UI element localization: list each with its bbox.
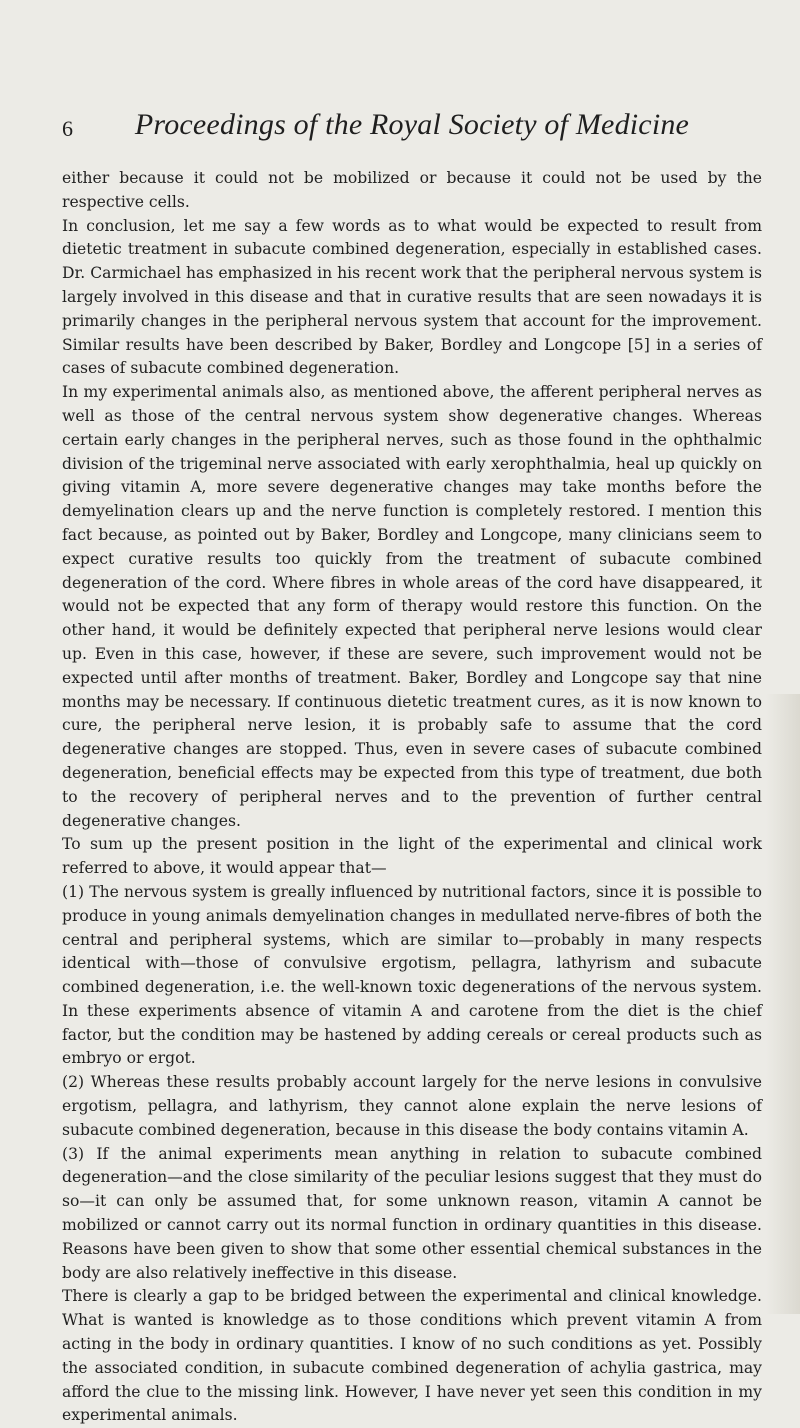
paragraph-point-3: (3) If the animal experiments mean anything in relation to subacute combined degeneration—and the close similarity of the peculiar lesions suggest that they must do so—it can only be assumed that, for some unknown reason, vitamin A cannot be mobilized or cannot carry out its normal function in ordinary quantities in this disease. Reasons have been given to show that some other essential chemical substances in the body are also relatively ineffective in this disease.	[62, 1144, 762, 1282]
page-header	[62, 108, 762, 148]
paragraph-sum-up: To sum up the present position in the light of the experimental and clinical work referred to above, it would appear that—	[62, 835, 762, 878]
paragraph-continuation: either because it could not be mobilized or because it could not be used by the respective cells.	[62, 169, 762, 211]
paragraph-conclusion: In conclusion, let me say a few words as to what would be expected to result from dietetic treatment in subacute combined degeneration, especially in established cases. Dr. Carmichael has emphasized in his recent work that the peripheral nervous system is largely involved in this disease and that in curative results that are seen nowadays it is primarily changes in the peripheral nervous system that account for the improvement. Similar results have been described by Baker, Bordley and Longcope [5] in a series of cases of subacute combined degeneration.	[62, 216, 762, 378]
paragraph-experimental-animals: In my experimental animals also, as mentioned above, the afferent peripheral nerves as well as those of the central nervous system show degenerative changes. Whereas certain early changes in the peripheral nerves, such as those found in the ophthalmic division of the trigeminal nerve associated with early xerophthalmia, heal up quickly on giving vitamin A, more severe degenerative changes may take months before the demyelination clears up and the nerve function is completely restored. I mention this fact because, as pointed out by Baker, Bordley and Longcope, many clinicians seem to expect curative results too quickly from the treatment of subacute combined degeneration of the cord. Where fibres in whole areas of the cord have disappeared, it would not be expected that any form of therapy would restore this function. On the other hand, it would be definitely expected that peripheral nerve lesions would clear up. Even in this case, however, if these are severe, such improvement would not be expected until after months of treatment. Baker, Bordley and Longcope say that nine months may be necessary. If continuous dietetic treatment cures, as it is now known to cure, the peripheral nerve lesion, it is probably safe to assume that the cord degenerative changes are stopped. Thus, even in severe cases of subacute combined degeneration, beneficial effects may be expected from this type of treatment, due both to the recovery of peripheral nerves and to the prevention of further central degenerative changes.	[62, 383, 762, 830]
paragraph-point-2: (2) Whereas these results probably account largely for the nerve lesions in convulsive ergotism, pellagra, and lathyrism, they cannot alone explain the nerve lesions of subacute combined degeneration, because in this disease the body contains vitamin A.	[62, 1073, 762, 1139]
paragraph-point-1: (1) The nervous system is greally influenced by nutritional factors, since it is possible to produce in young animals demyelination changes in medullated nerve-fibres of both the central and peripheral systems, which are similar to—probably in many respects identical with—those of convulsive ergotism, pellagra, lathyrism and subacute combined degeneration, i.e. the well-known toxic degenerations of the nervous system. In these experiments absence of vitamin A and carotene from the diet is the chief factor, but the condition may be hastened by adding cereals or cereal products such as embryo or ergot.	[62, 882, 762, 1068]
running-title: Proceedings of the Royal Society of Medicine	[134, 108, 690, 141]
article-body	[62, 167, 762, 1428]
paragraph-closing: There is clearly a gap to be bridged between the experimental and clinical knowledge. What is wanted is knowledge as to those conditions which prevent vitamin A from acting in the body in ordinary quantities. I know of no such conditions as yet. Possibly the associated condition, in subacute combined degeneration of achylia gastrica, may afford the clue to the missing link. However, I have never yet seen this condition in my experimental animals.	[62, 1287, 762, 1425]
page-edge-shadow	[766, 694, 800, 1314]
page-number: 6	[62, 116, 73, 141]
